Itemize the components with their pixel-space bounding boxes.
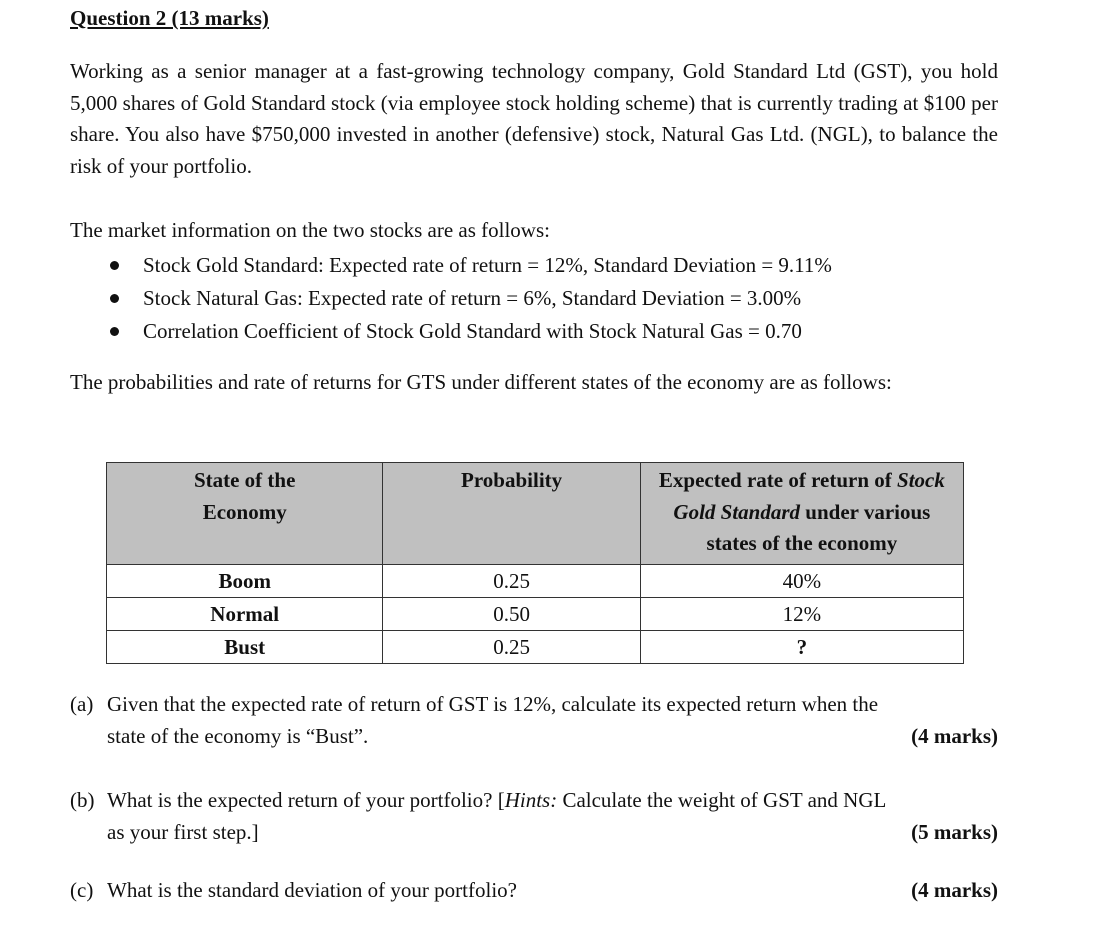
header-return <box>640 463 963 565</box>
cell-state: Bust <box>107 630 383 663</box>
bullet-icon <box>110 294 119 303</box>
table-row <box>107 597 964 630</box>
list-item <box>70 315 832 348</box>
question-a-line2 <box>70 721 998 753</box>
question-a-line1 <box>70 689 998 721</box>
cell-return: 40% <box>640 564 963 597</box>
list-item <box>70 282 832 315</box>
cell-probability: 0.50 <box>383 597 640 630</box>
bullet-text: Correlation Coefficient of Stock Gold Standard with Stock Natural Gas = 0.70 <box>143 319 802 343</box>
table-header-row <box>107 463 964 565</box>
question-a-tag: (a) <box>70 692 94 716</box>
cell-probability: 0.25 <box>383 630 640 663</box>
question-a-marks: (4 marks) <box>911 723 998 748</box>
bullet-text: Stock Natural Gas: Expected rate of return = 6%, Standard Deviation = 3.00% <box>143 286 802 310</box>
economy-table <box>106 462 964 664</box>
question-c-tag: (c) <box>70 878 94 902</box>
question-a-text1: Given that the expected rate of return of GST is 12%, calculate its expected return when the <box>107 692 879 716</box>
question-heading: Question 2 (13 marks) <box>70 6 269 30</box>
cell-probability: 0.25 <box>383 564 640 597</box>
question-b-line1 <box>70 785 998 817</box>
question-b <box>70 785 998 848</box>
bullet-icon <box>110 327 119 336</box>
question-b-line2 <box>70 817 998 849</box>
question-b-text1-pre: What is the expected return of your portfolio? [ <box>107 788 505 812</box>
cell-return: 12% <box>640 597 963 630</box>
question-b-hint: Hints: <box>504 788 558 812</box>
market-info-list <box>70 249 832 348</box>
header-state <box>107 463 383 565</box>
question-b-marks: (5 marks) <box>911 819 998 844</box>
intro-paragraph: Working as a senior manager at a fast-growing technology company, Gold Standard Ltd (GST), you hold 5,000 shares of Gold Standard stock (via employee stock holding scheme) that is currently trading at $100 per share. You also have $750,000 invested in another (defensive) stock, Natural Gas Ltd. (NGL), to balance the risk of your portfolio. <box>70 59 998 178</box>
header-return-pre: Expected rate of return of <box>658 468 892 492</box>
question-c-marks: (4 marks) <box>911 878 998 902</box>
question-b-text1-post: Calculate the weight of GST and NGL <box>557 788 887 812</box>
list-item <box>70 249 832 282</box>
bullet-text: Stock Gold Standard: Expected rate of return = 12%, Standard Deviation = 9.11% <box>143 253 832 277</box>
header-probability: Probability <box>383 463 640 565</box>
cell-state: Boom <box>107 564 383 597</box>
question-a-text2: state of the economy is “Bust”. <box>107 723 369 748</box>
market-info-lead: The market information on the two stocks are as follows: <box>70 218 550 242</box>
cell-return: ? <box>640 630 963 663</box>
cell-state: Normal <box>107 597 383 630</box>
question-b-text2: as your first step.] <box>107 819 259 844</box>
question-c-line1 <box>70 875 998 907</box>
question-b-tag: (b) <box>70 788 95 812</box>
table-lead: The probabilities and rate of returns for GTS under different states of the economy are as follows: <box>70 370 892 394</box>
question-c-text1: What is the standard deviation of your portfolio? <box>107 878 517 902</box>
question-c <box>70 875 998 907</box>
table-row <box>107 630 964 663</box>
header-return-italic: Stock Gold Standard <box>673 468 945 524</box>
question-a <box>70 689 998 752</box>
header-state-label: State of the Economy <box>193 468 296 524</box>
bullet-icon <box>110 261 119 270</box>
table-row <box>107 564 964 597</box>
header-return-post: under various states of the economy <box>706 499 931 555</box>
